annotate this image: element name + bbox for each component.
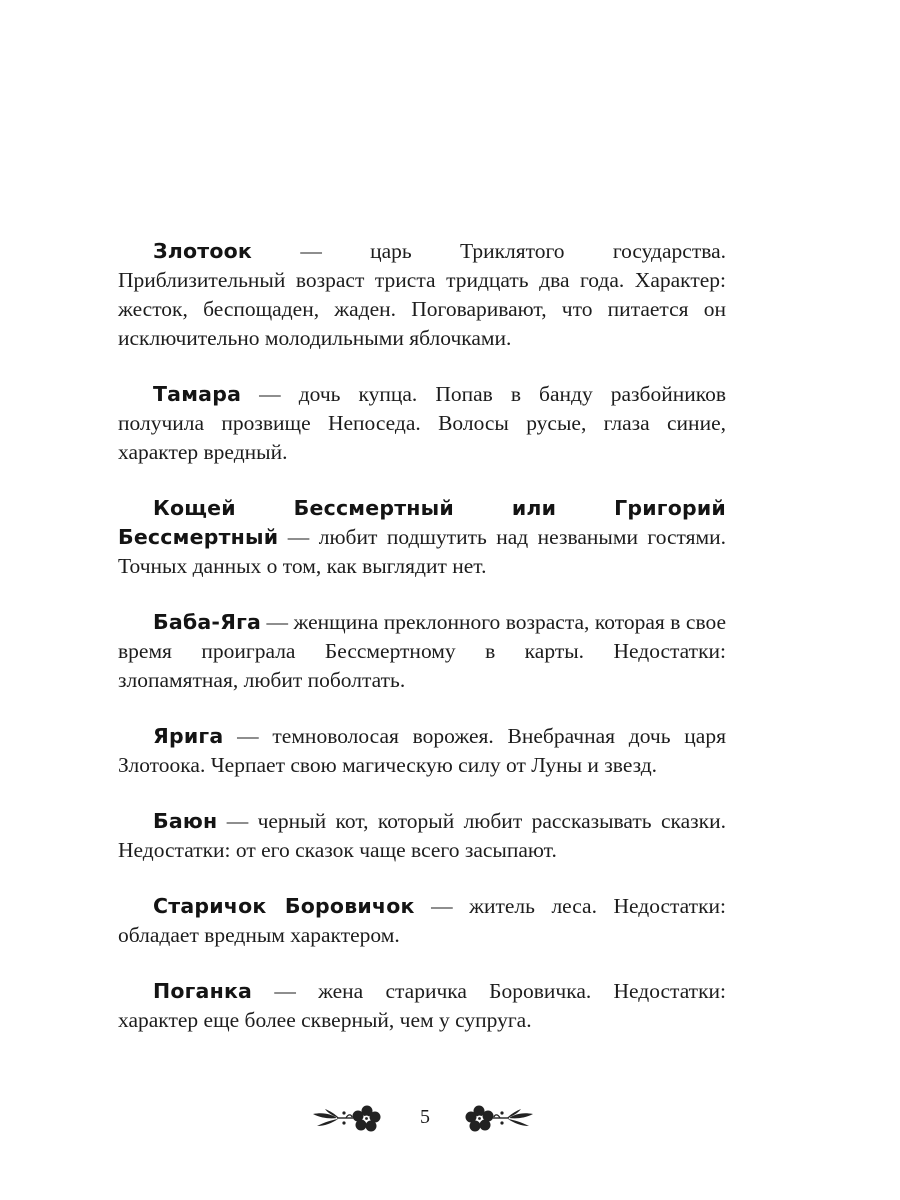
character-entry-bayun: [118, 807, 726, 865]
entry-dash: —: [223, 724, 273, 748]
character-description: царь Триклятого государства. Приблизительный возраст триста тридцать два года. Характер: жесток, беспощаден, жаден. Поговаривают, что питается он исключительно молодильными яблочками.: [118, 239, 726, 350]
character-entry-borovichok: [118, 892, 726, 950]
character-name: Старичок Боровичок: [153, 894, 415, 918]
character-name: Баба-Яга: [153, 610, 262, 634]
entry-dash: —: [261, 610, 294, 634]
character-name: Баюн: [153, 809, 218, 833]
character-entry-koschei: [118, 494, 726, 581]
floral-ornament-icon: [311, 1102, 383, 1139]
character-description: женщина преклонного возраста, которая в свое время проиграла Бессмертному в карты. Недостатки: злопамятная, любит поболтать.: [118, 610, 727, 692]
character-entry-poganka: [118, 977, 726, 1035]
character-description: черный кот, который любит рассказывать сказки. Недостатки: от его сказок чаще всего засыпают.: [118, 809, 726, 862]
page-number: 5: [420, 1106, 430, 1128]
character-description: любит подшутить над незваными гостями. Точных данных о том, как выглядит нет.: [118, 525, 727, 578]
floral-ornament-icon: [463, 1102, 535, 1139]
entry-dash: —: [414, 894, 470, 918]
page-footer: [0, 1100, 900, 1140]
entry-dash: —: [241, 382, 299, 406]
entry-dash: —: [278, 525, 319, 549]
entry-dash: —: [217, 809, 258, 833]
character-description: темноволосая ворожея. Внебрачная дочь царя Злотоока. Черпает свою магическую силу от Луны и звезд.: [118, 724, 726, 777]
character-entry-yariga: [118, 722, 726, 780]
character-entry-tamara: [118, 380, 726, 467]
character-description: дочь купца. Попав в банду разбойников получила прозвище Непоседа. Волосы русые, глаза синие, характер вредный.: [118, 382, 727, 464]
character-description: житель леса. Недостатки: обладает вредным характером.: [118, 894, 726, 947]
character-entry-zlotook: [118, 237, 726, 353]
character-name: Ярига: [153, 724, 224, 748]
character-name: Поганка: [153, 979, 253, 1003]
character-name: Тамара: [153, 382, 242, 406]
entry-dash: —: [252, 979, 319, 1003]
character-name: Злотоок: [153, 239, 253, 263]
character-description: жена старичка Боровичка. Недостатки: характер еще более скверный, чем у супруга.: [118, 979, 726, 1032]
character-name: Кощей Бессмертный или Григорий Бессмертный: [118, 496, 726, 549]
character-list: [118, 237, 726, 1062]
entry-dash: —: [252, 239, 371, 263]
character-entry-baba-yaga: [118, 608, 726, 695]
